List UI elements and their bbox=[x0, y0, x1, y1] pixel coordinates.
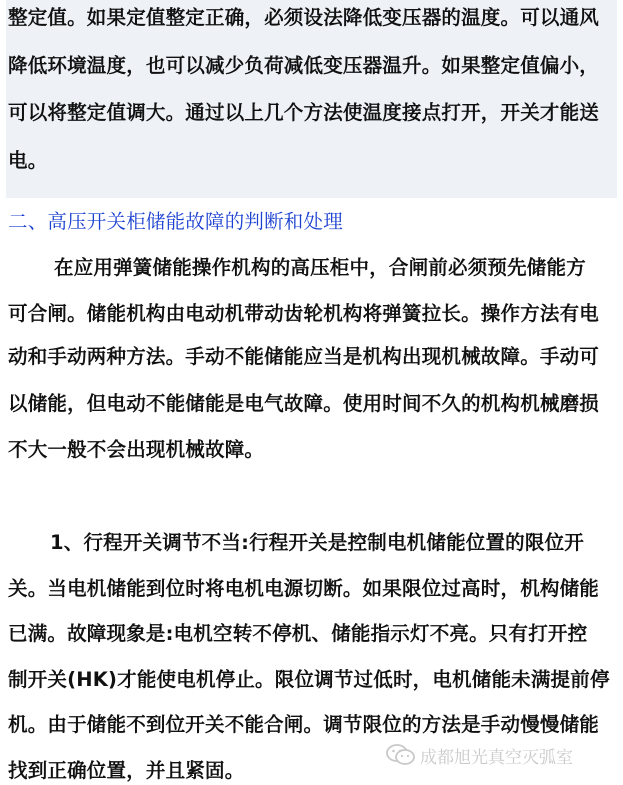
wechat-icon bbox=[386, 744, 416, 766]
paragraph-1-line-1: 在应用弹簧储能操作机构的高压柜中，合闸前必须预先储能方 bbox=[54, 256, 586, 279]
paragraph-1-line-4: 以储能，但电动不能储能是电气故障。使用时间不久的机构机械磨损 bbox=[8, 392, 600, 415]
paragraph-2-line-3: 已满。故障现象是:电机空转不停机、储能指示灯不亮。只有打开控 bbox=[8, 622, 588, 645]
paragraph-top-line-2: 降低环境温度，也可以减少负荷减低变压器温升。如果整定值偏小， bbox=[8, 54, 600, 77]
section-heading: 二、高压开关柜储能故障的判断和处理 bbox=[8, 210, 343, 233]
watermark-text: 成都旭光真空灭弧室 bbox=[420, 747, 573, 768]
paragraph-top-line-3: 可以将整定值调大。通过以上几个方法使温度接点打开，开关才能送 bbox=[8, 101, 600, 124]
paragraph-1-line-2: 可合闸。储能机构由电动机带动齿轮机构将弹簧拉长。操作方法有电 bbox=[8, 302, 600, 325]
paragraph-2-line-2: 关。当电机储能到位时将电机电源切断。如果限位过高时，机构储能 bbox=[8, 577, 600, 600]
paragraph-1-line-5: 不大一般不会出现机械故障。 bbox=[8, 438, 265, 461]
paragraph-2-line-6: 找到正确位置，并且紧固。 bbox=[8, 759, 245, 782]
paragraph-2-line-5: 机。由于储能不到位开关不能合闸。调节限位的方法是手动慢慢储能 bbox=[8, 713, 600, 736]
paragraph-top-line-4: 电。 bbox=[8, 149, 48, 172]
paragraph-2-line-1: 1、行程开关调节不当:行程开关是控制电机储能位置的限位开 bbox=[50, 531, 584, 554]
watermark bbox=[386, 742, 573, 768]
paragraph-top-line-1: 整定值。如果定值整定正确，必须设法降低变压器的温度。可以通风 bbox=[8, 6, 600, 29]
paragraph-1-line-3: 动和手动两种方法。手动不能储能应当是机构出现机械故障。手动可 bbox=[8, 345, 600, 368]
paragraph-2-line-4: 制开关(HK)才能使电机停止。限位调节过低时，电机储能未满提前停 bbox=[8, 668, 610, 691]
